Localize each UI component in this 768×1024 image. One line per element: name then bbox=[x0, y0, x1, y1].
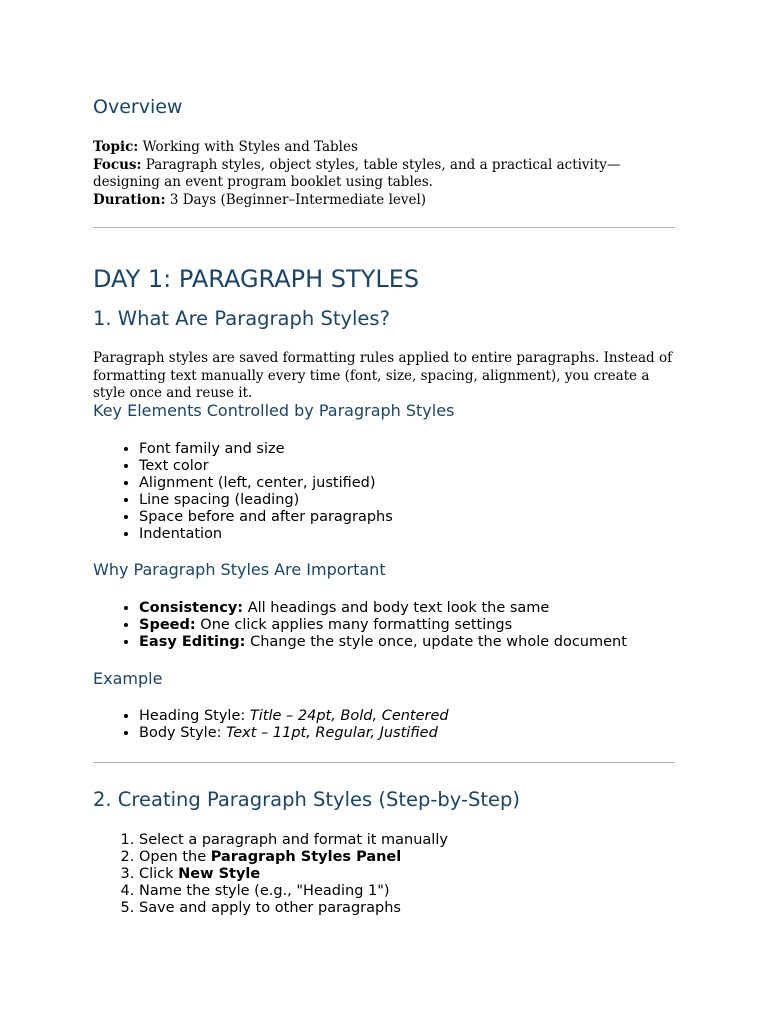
step-text: Open the bbox=[139, 849, 211, 865]
list-item: • Indentation bbox=[139, 526, 393, 543]
why-list bbox=[93, 600, 627, 651]
focus-label: Focus: bbox=[93, 156, 142, 173]
duration-line bbox=[93, 192, 675, 210]
day1-title: DAY 1: PARAGRAPH STYLES bbox=[93, 265, 420, 293]
key-elements-heading: Key Elements Controlled by Paragraph Styles bbox=[93, 401, 455, 420]
example-label: Body Style: bbox=[139, 725, 227, 741]
focus-line bbox=[93, 157, 675, 192]
step-text: Name the style (e.g., "Heading 1") bbox=[139, 883, 390, 899]
list-item: • Font family and size bbox=[139, 441, 393, 458]
list-item bbox=[139, 866, 448, 883]
list-item bbox=[139, 617, 627, 634]
list-item bbox=[139, 883, 448, 900]
why-label: Consistency: bbox=[139, 600, 244, 616]
focus-value: Paragraph styles, object styles, table styles, and a practical activity—designing an event program booklet using tables. bbox=[93, 156, 621, 190]
list-item bbox=[139, 849, 448, 866]
list-item: • Line spacing (leading) bbox=[139, 492, 393, 509]
step-text: Save and apply to other paragraphs bbox=[139, 900, 401, 916]
example-heading: Example bbox=[93, 669, 163, 688]
duration-value: 3 Days (Beginner–Intermediate level) bbox=[165, 191, 427, 208]
overview-details bbox=[93, 139, 675, 209]
overview-heading: Overview bbox=[93, 96, 183, 118]
section1-body: Paragraph styles are saved formatting rules applied to entire paragraphs. Instead of formatting text manually every time (font, size, spacing, alignment), you create a style once and reuse it. bbox=[93, 350, 673, 401]
why-text: All headings and body text look the same bbox=[243, 600, 550, 616]
section2-heading: 2. Creating Paragraph Styles (Step-by-Step) bbox=[93, 788, 521, 811]
step-text: Click bbox=[139, 866, 179, 882]
section1-heading: 1. What Are Paragraph Styles? bbox=[93, 307, 390, 330]
divider bbox=[93, 762, 675, 763]
steps-list bbox=[93, 832, 448, 917]
step-text: Select a paragraph and format it manually bbox=[139, 832, 448, 848]
topic-value: Working with Styles and Tables bbox=[138, 139, 358, 155]
list-item bbox=[139, 634, 627, 651]
why-label: Easy Editing: bbox=[139, 634, 246, 650]
list-item: • Space before and after paragraphs bbox=[139, 509, 393, 526]
step-bold: New Style bbox=[178, 866, 261, 882]
why-label: Speed: bbox=[139, 617, 196, 633]
divider bbox=[93, 227, 675, 228]
example-value: Title – 24pt, Bold, Centered bbox=[249, 708, 449, 724]
list-item bbox=[139, 832, 448, 849]
why-heading: Why Paragraph Styles Are Important bbox=[93, 560, 386, 579]
list-item bbox=[139, 708, 449, 725]
duration-label: Duration: bbox=[93, 191, 166, 208]
list-item: • Text color bbox=[139, 458, 393, 475]
example-value: Text – 11pt, Regular, Justified bbox=[226, 725, 438, 741]
topic-line bbox=[93, 139, 675, 157]
key-elements-list bbox=[93, 441, 393, 543]
list-item bbox=[139, 900, 448, 917]
list-item bbox=[139, 600, 627, 617]
why-text: Change the style once, update the whole document bbox=[245, 634, 627, 650]
step-bold: Paragraph Styles Panel bbox=[210, 849, 402, 865]
list-item bbox=[139, 725, 449, 742]
list-item: • Alignment (left, center, justified) bbox=[139, 475, 393, 492]
example-list bbox=[93, 708, 449, 742]
topic-label: Topic: bbox=[93, 139, 139, 155]
why-text: One click applies many formatting settings bbox=[195, 617, 513, 633]
example-label: Heading Style: bbox=[139, 708, 250, 724]
